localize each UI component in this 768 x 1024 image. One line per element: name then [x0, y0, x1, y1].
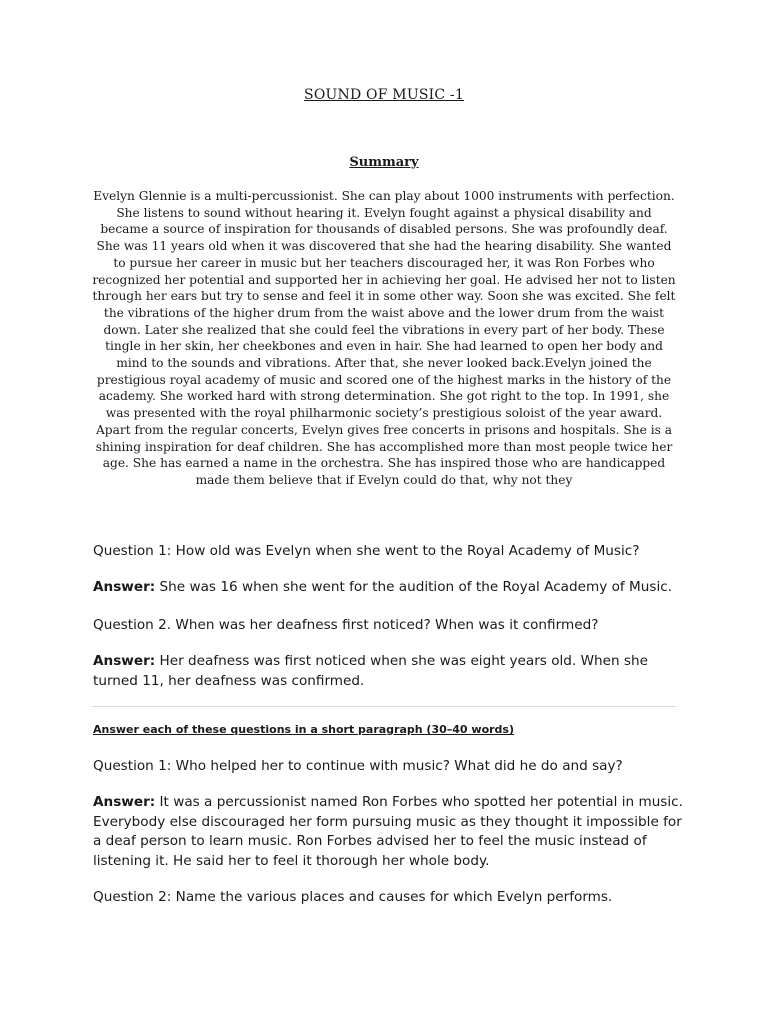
document-title: SOUND OF MUSIC -1	[304, 87, 464, 103]
question-text: Question 2: Name the various places and causes for which Evelyn performs.	[93, 889, 613, 905]
answer-paragraph	[93, 578, 693, 598]
answer-text: She was 16 when she went for the audition of the Royal Academy of Music.	[159, 579, 673, 595]
answer-text: It was a percussionist named Ron Forbes who spotted her potential in music. Everybody else discouraged her form pursuing music as they thought it impossible for a deaf person to learn music. Ron Forbes advised her to feel the music instead of listening it. He said her to feel it thorough her whole body.	[93, 794, 683, 869]
answer-label: Answer:	[93, 579, 156, 595]
section-divider	[92, 706, 676, 707]
summary-paragraph: Evelyn Glennie is a multi-percussionist. She can play about 1000 instruments with perfection. She listens to sound without hearing it. Evelyn fought against a physical disability and became a source of inspiration for thousands of disabled persons. She was profoundly deaf. She was 11 years old when it was discovered that she had the hearing disability. She wanted to pursue her career in music but her teachers discouraged her, it was Ron Forbes who recognized her potential and supported her in achieving her goal. He advised her not to listen through her ears but try to sense and feel it in some other way. Soon she was excited. She felt the vibrations of the higher drum from the waist above and the lower drum from the waist down. Later she realized that she could feel the vibrations in every part of her body. These tingle in her skin, her cheekbones and even in hair. She had learned to open her body and mind to the sounds and vibrations. After that, she never looked back.Evelyn joined the prestigious royal academy of music and scored one of the highest marks in the history of the academy. She worked hard with strong determination. She got right to the top. In 1991, she was presented with the royal philharmonic society’s prestigious soloist of the year award. Apart from the regular concerts, Evelyn gives free concerts in prisons and hospitals. She is a shining inspiration for deaf children. She has accomplished more than most people twice her age. She has earned a name in the orchestra. She has inspired those who are handicapped made them believe that if Evelyn could do that, why not they	[92, 189, 676, 487]
answer-paragraph	[93, 793, 693, 871]
question-text: Question 1: How old was Evelyn when she went to the Royal Academy of Music?	[93, 543, 640, 559]
section-instruction: Answer each of these questions in a short paragraph (30–40 words)	[93, 723, 514, 736]
answer-label: Answer:	[93, 794, 156, 810]
question-text: Question 1: Who helped her to continue with music? What did he do and say?	[93, 758, 623, 774]
summary-heading: Summary	[349, 155, 419, 170]
answer-paragraph	[93, 652, 693, 691]
answer-text: Her deafness was first noticed when she was eight years old. When she turned 11, her deafness was confirmed.	[93, 653, 648, 689]
question-text: Question 2. When was her deafness first noticed? When was it confirmed?	[93, 617, 599, 633]
answer-label: Answer:	[93, 653, 156, 669]
